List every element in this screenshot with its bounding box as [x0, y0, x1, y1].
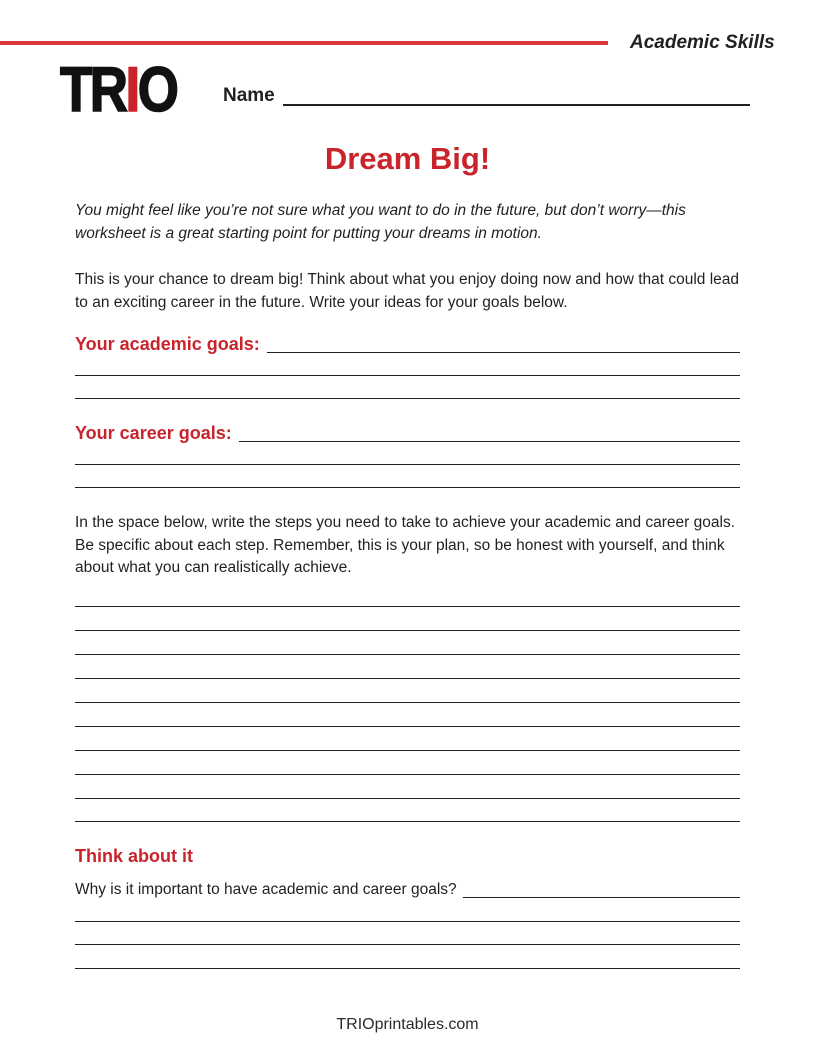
steps-writing-lines	[75, 584, 740, 823]
name-writing-line	[283, 86, 750, 106]
logo-letter-i: I	[125, 55, 138, 125]
career-goals-label: Your career goals:	[75, 423, 232, 443]
logo-letter-o: O	[137, 55, 177, 125]
steps-paragraph: In the space below, write the steps you need to take to achieve your academic and career goals. Be specific about each step. Remember, this is your plan, so be honest with yourself, and think about what you can realistically achieve.	[75, 514, 736, 576]
writing-line	[75, 465, 740, 488]
writing-line	[75, 655, 740, 679]
career-goals-extra-lines	[75, 442, 740, 488]
worksheet-body	[75, 140, 740, 1035]
footer-site-text: TRIOprintables.com	[336, 1015, 479, 1033]
writing-line	[75, 751, 740, 775]
writing-line	[75, 799, 740, 823]
writing-line	[75, 584, 740, 608]
category-label: Academic Skills	[630, 32, 775, 53]
think-question-writing-line	[463, 883, 740, 898]
think-about-it-heading: Think about it	[75, 846, 193, 867]
think-answer-lines	[75, 898, 740, 969]
name-label: Name	[223, 85, 275, 106]
academic-goals-writing-line	[267, 338, 740, 353]
intro-paragraph: You might feel like you’re not sure what you want to do in the future, but don’t worry—this worksheet is a great starting point for putting your dreams in motion.	[75, 202, 686, 242]
trio-logo	[60, 55, 200, 125]
academic-goals-label: Your academic goals:	[75, 334, 260, 354]
writing-line	[75, 607, 740, 631]
academic-goals-row	[75, 336, 740, 353]
logo-letters-tr: TR	[60, 55, 126, 125]
writing-line	[75, 775, 740, 799]
writing-line	[75, 353, 740, 376]
worksheet-title: Dream Big!	[324, 141, 491, 176]
instructions-paragraph: This is your chance to dream big! Think about what you enjoy doing now and how that could lead to an exciting career in the future. Write your ideas for your goals below.	[75, 271, 740, 311]
writing-line	[75, 727, 740, 751]
writing-line	[75, 631, 740, 655]
writing-line	[75, 898, 740, 922]
writing-line	[75, 922, 740, 946]
name-field-row	[223, 84, 750, 106]
header-rule	[0, 41, 608, 45]
trio-logo-text	[60, 55, 177, 125]
writing-line	[75, 376, 740, 399]
writing-line	[75, 442, 740, 465]
think-question-label: Why is it important to have academic and career goals?	[75, 881, 457, 899]
writing-line	[75, 679, 740, 703]
academic-goals-extra-lines	[75, 353, 740, 399]
writing-line	[75, 945, 740, 969]
writing-line	[75, 703, 740, 727]
page-header	[0, 32, 816, 54]
career-goals-writing-line	[239, 427, 740, 442]
career-goals-row	[75, 425, 740, 442]
think-question-row	[75, 881, 740, 898]
